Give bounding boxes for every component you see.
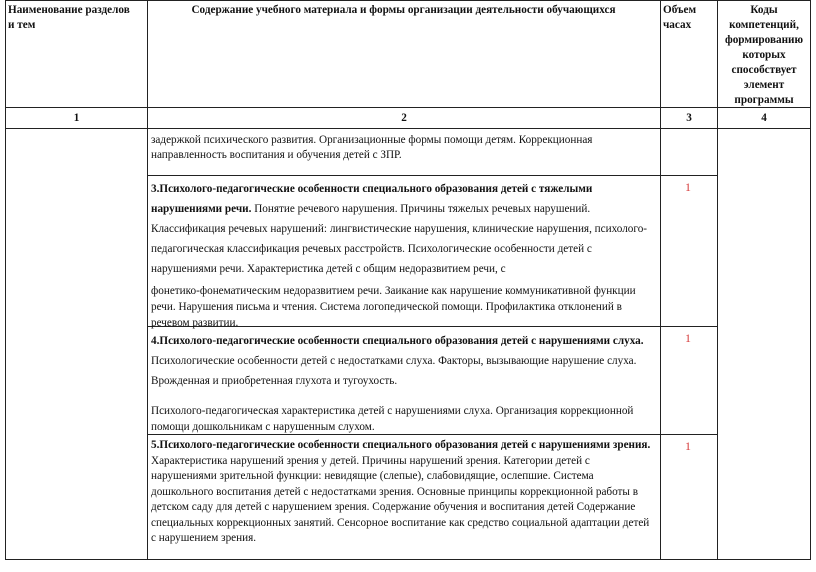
- topic-4-title: 4.Психолого-педагогические особенности специального образования детей с нарушениями слуха.: [151, 335, 644, 347]
- topic-3-para-1: [151, 179, 653, 279]
- rule-numbers-bottom: [5, 128, 811, 129]
- topic-3-text-1: Понятие речевого нарушения. Причины тяжелых речевых нарушений. Классификация речевых нарушений: лингвистические нарушения, клинические нарушения, психолого-педагогическая классификация речевых расстройств. Психологические особенности детей с нарушениями речи. Характеристика детей с общим недоразвитием речи, с: [151, 203, 648, 275]
- topic-3: [151, 179, 653, 331]
- rule-col2: [660, 0, 661, 560]
- rule-col1: [147, 0, 148, 560]
- col-number-3: 3: [686, 112, 692, 124]
- rule-header-bottom: [5, 107, 811, 108]
- topic-5-title: 5.Психолого-педагогические особенности специального образования детей с нарушениями зрения.: [151, 439, 651, 451]
- topic-4-para-1: [151, 331, 651, 391]
- topic-4-hours: 1: [685, 331, 691, 345]
- topic-3-hours: 1: [685, 180, 691, 194]
- topic-5-hours: 1: [685, 439, 691, 453]
- col-number-2: 2: [401, 112, 407, 124]
- header-content: Содержание учебного материала и формы организации деятельности обучающихся: [191, 4, 616, 16]
- rule-intro-bottom: [147, 175, 717, 176]
- topic-5: [151, 438, 657, 547]
- col-number-4: 4: [761, 112, 767, 124]
- curriculum-table: [5, 0, 811, 560]
- rule-right: [810, 0, 811, 560]
- topic-5-text-1: Характеристика нарушений зрения у детей. Причины нарушений зрения. Категории детей с нарушениями зрительной функции: невидящие (слепые), слабовидящие, ослепшие. Система дошкольного воспитания детей с недостатками зрения. Основные принципы коррекционной работы в детском саду для детей с нарушением зрения. Содержание обучения и воспитания детей Содержание специальных коррекционных занятий. Сенсорное воспитание как средство социальной адаптации детей с нарушением зрения.: [151, 454, 650, 544]
- rule-col3: [717, 0, 718, 560]
- header-hours: Объем часах: [663, 4, 697, 31]
- rule-bottom: [5, 559, 811, 560]
- header-sections: Наименование разделов и тем: [8, 4, 130, 31]
- topic-4-text-2: Психолого-педагогическая характеристика детей с нарушениями слуха. Организация коррекционной помощи дошкольникам с нарушенным слухом.: [151, 405, 634, 433]
- rule-left: [5, 0, 6, 560]
- topic-4-text-1: Психологические особенности детей с недостатками слуха. Факторы, вызывающие нарушение слуха. Врожденная и приобретенная глухота и тугоухость.: [151, 355, 637, 387]
- topic-5-para-1: [151, 438, 657, 547]
- topic-3-title: 3.Психолого-педагогические особенности специального образования детей с тяжелыми нарушениями речи.: [151, 183, 593, 215]
- header-competencies: Коды компетенций, формированию которых способствует элемент программы: [724, 4, 804, 106]
- topic-3-text-2: фонетико-фонематическим недоразвитием речи. Заикание как нарушение коммуникативной функции речи. Нарушения письма и чтения. Система логопедической помощи. Профилактика отклонений в речевом развитии.: [151, 285, 636, 329]
- intro-text: задержкой психического развития. Организационные формы помощи детям. Коррекционная направленность воспитания и обучения детей с ЗПР.: [151, 134, 593, 161]
- rule-top: [5, 0, 811, 1]
- col-number-1: 1: [73, 112, 80, 124]
- topic-4: [151, 331, 651, 435]
